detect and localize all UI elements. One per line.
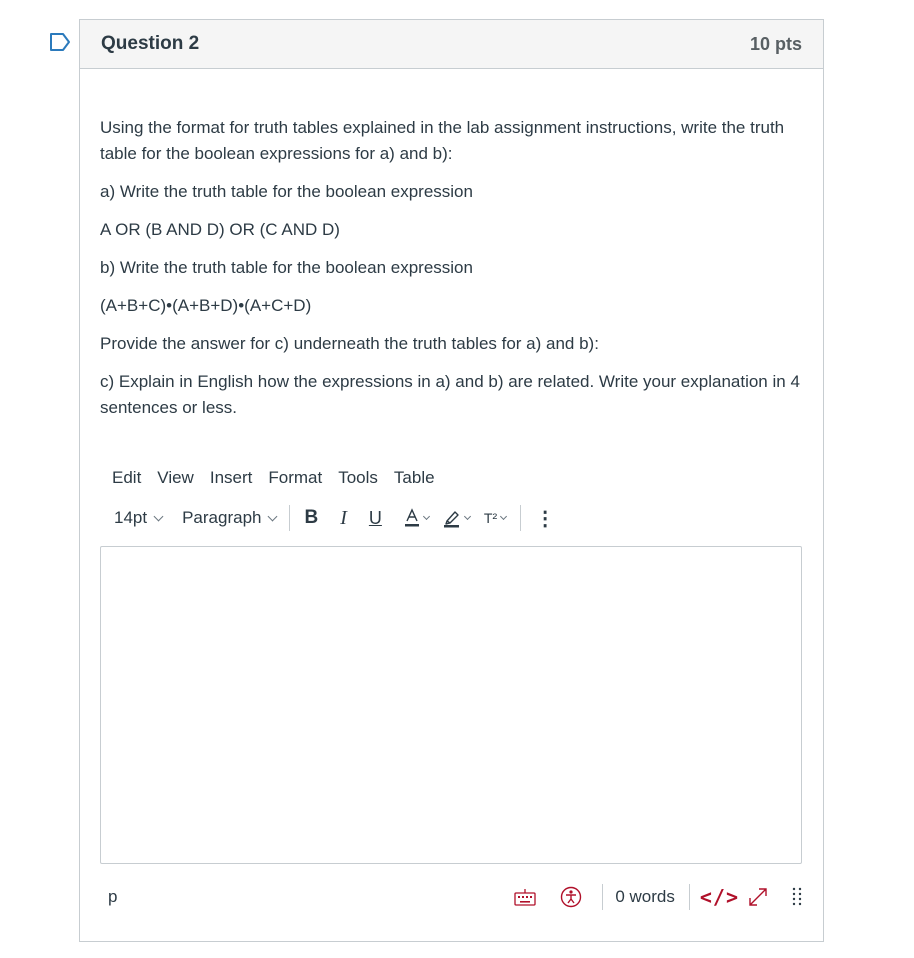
- status-divider: [689, 884, 690, 910]
- chevron-down-icon: [423, 512, 430, 519]
- menu-insert[interactable]: Insert: [209, 468, 253, 487]
- question-paragraph: c) Explain in English how the expressions in a) and b) are related. Write your explanation in 4 sentences or less.: [100, 372, 800, 417]
- element-path[interactable]: p: [108, 887, 118, 906]
- status-divider: [602, 884, 603, 910]
- toolbar-divider: [289, 505, 290, 531]
- question-body: [80, 69, 823, 918]
- editor-statusbar: [100, 876, 803, 918]
- question-header: [80, 20, 823, 69]
- menu-table[interactable]: Table: [393, 468, 435, 487]
- block-format-select[interactable]: [182, 508, 276, 528]
- italic-button[interactable]: [340, 507, 347, 530]
- more-options-icon: ⋮: [535, 507, 556, 530]
- bold-label: B: [304, 507, 319, 528]
- editor-menubar: [100, 468, 803, 488]
- menu-view[interactable]: View: [157, 468, 194, 487]
- question-paragraph: b) Write the truth table for the boolean expression: [100, 258, 473, 277]
- text-color-icon: [404, 508, 420, 528]
- chevron-down-icon: [268, 511, 278, 521]
- question-text: [100, 115, 803, 421]
- editor-toolbar: [100, 503, 803, 533]
- word-count[interactable]: 0 words: [615, 887, 675, 906]
- question-points: 10 pts: [749, 33, 802, 54]
- question-paragraph: a) Write the truth table for the boolean expression: [100, 182, 473, 201]
- question-title: Question 2: [101, 33, 200, 54]
- question-card: [79, 19, 824, 942]
- superscript-button[interactable]: [484, 510, 506, 526]
- underline-label: U: [368, 507, 382, 528]
- chevron-down-icon: [500, 512, 507, 519]
- chevron-down-icon: [154, 511, 164, 521]
- superscript-label: T²: [483, 510, 498, 526]
- bold-button[interactable]: [304, 507, 318, 529]
- font-size-select[interactable]: [114, 508, 162, 528]
- text-color-button[interactable]: [404, 508, 429, 528]
- font-size-value: 14pt: [114, 508, 148, 527]
- question-paragraph: A OR (B AND D) OR (C AND D): [100, 220, 340, 239]
- statusbar-right: [514, 884, 803, 910]
- toolbar-divider: [520, 505, 521, 531]
- highlight-button[interactable]: [443, 508, 470, 528]
- menu-edit[interactable]: Edit: [112, 468, 142, 487]
- underline-button[interactable]: [369, 508, 382, 529]
- italic-label: I: [340, 506, 347, 529]
- question-paragraph: (A+B+C)•(A+B+D)•(A+C+D): [100, 296, 312, 315]
- highlight-icon: [443, 508, 461, 528]
- keyboard-icon[interactable]: [514, 888, 536, 906]
- block-format-value: Paragraph: [182, 508, 262, 527]
- chevron-down-icon: [464, 512, 471, 519]
- question-paragraph: Using the format for truth tables explained in the lab assignment instructions, write the truth table for the boolean expressions for a) and b):: [100, 118, 785, 163]
- menu-tools[interactable]: Tools: [338, 468, 378, 487]
- accessibility-icon[interactable]: [560, 886, 582, 908]
- fullscreen-icon[interactable]: [747, 886, 769, 908]
- resize-handle-icon[interactable]: [791, 886, 803, 908]
- flag-question-icon[interactable]: [49, 33, 71, 51]
- html-editor-toggle[interactable]: </>: [699, 885, 739, 909]
- question-paragraph: Provide the answer for c) underneath the truth tables for a) and b):: [100, 334, 599, 353]
- more-options-button[interactable]: [535, 506, 555, 531]
- rich-text-editor-area[interactable]: [100, 546, 802, 864]
- menu-format[interactable]: Format: [268, 468, 323, 487]
